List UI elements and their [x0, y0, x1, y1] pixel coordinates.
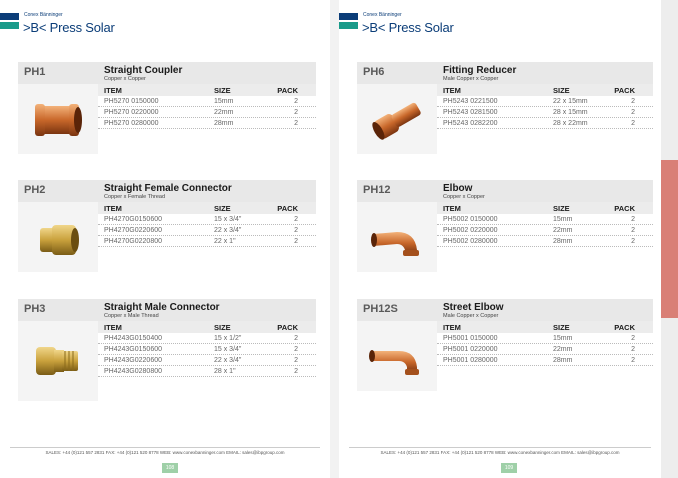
cell-pack: 2 — [294, 357, 298, 364]
table-header — [437, 321, 653, 333]
product-subtitle: Copper x Copper — [443, 194, 485, 200]
cell-pack: 2 — [631, 216, 635, 223]
cell-size: 28mm — [553, 357, 573, 364]
brand-company: Conex Bänninger — [24, 12, 63, 18]
logo-mark-icon — [0, 13, 19, 33]
product-subtitle: Copper x Copper — [104, 76, 146, 82]
header-pack: PACK — [614, 86, 635, 95]
table-header — [437, 202, 653, 214]
product-code: PH12S — [357, 299, 437, 321]
cell-size: 22 x 3/4" — [214, 227, 242, 234]
cell-pack: 2 — [294, 335, 298, 342]
straight-coupler-image — [32, 100, 82, 140]
cell-size: 28mm — [214, 120, 234, 127]
street-elbow-image — [367, 339, 427, 377]
cell-size: 22 x 1" — [214, 238, 236, 245]
page-gutter — [330, 0, 339, 478]
product-ph1 — [18, 62, 316, 154]
cell-pack: 2 — [631, 346, 635, 353]
footer-rule — [10, 447, 320, 448]
header-pack: PACK — [277, 86, 298, 95]
product-code: PH2 — [18, 180, 98, 202]
cell-item: PH5001 0150000 — [443, 335, 498, 342]
table-row — [437, 118, 653, 129]
header-pack: PACK — [614, 323, 635, 332]
product-ph3 — [18, 299, 316, 401]
cell-item: PH4243G0150600 — [104, 346, 162, 353]
product-ph2 — [18, 180, 316, 272]
product-header — [437, 180, 653, 202]
cell-pack: 2 — [294, 216, 298, 223]
cell-size: 28 x 22mm — [553, 120, 588, 127]
cell-item: PH4243G0280800 — [104, 368, 162, 375]
table-row — [98, 96, 316, 107]
cell-pack: 2 — [631, 227, 635, 234]
brand-product-line: >B< Press Solar — [23, 20, 115, 35]
cell-item: PH5002 0150000 — [443, 216, 498, 223]
header-item: ITEM — [104, 323, 122, 332]
product-table — [98, 321, 316, 377]
product-ph12 — [357, 180, 653, 272]
product-name: Straight Female Connector — [104, 183, 232, 194]
cell-pack: 2 — [294, 238, 298, 245]
cell-size: 15mm — [553, 216, 573, 223]
table-header — [98, 321, 316, 333]
cell-size: 22mm — [553, 346, 573, 353]
female-connector-image — [38, 222, 80, 258]
product-table — [437, 321, 653, 366]
table-row — [98, 366, 316, 377]
cell-size: 22 x 3/4" — [214, 357, 242, 364]
product-table — [437, 84, 653, 129]
section-tab[interactable] — [661, 160, 678, 318]
product-table — [98, 84, 316, 129]
logo-mark-icon — [339, 13, 358, 33]
cell-size: 28 x 1" — [214, 368, 236, 375]
product-code: PH12 — [357, 180, 437, 202]
table-row — [437, 96, 653, 107]
header-pack: PACK — [277, 323, 298, 332]
cell-item: PH5243 0281500 — [443, 109, 498, 116]
table-row — [437, 107, 653, 118]
cell-pack: 2 — [294, 227, 298, 234]
cell-item: PH5270 0150000 — [104, 98, 159, 105]
cell-size: 15mm — [214, 98, 234, 105]
product-name: Straight Coupler — [104, 65, 183, 76]
product-name: Street Elbow — [443, 302, 504, 313]
right-page — [339, 0, 661, 478]
cell-size: 15 x 1/2" — [214, 335, 242, 342]
cell-item: PH5243 0282200 — [443, 120, 498, 127]
cell-pack: 2 — [294, 120, 298, 127]
table-header — [437, 84, 653, 96]
product-image-panel — [357, 321, 437, 391]
product-subtitle: Male Copper x Copper — [443, 313, 499, 319]
product-subtitle: Copper x Male Thread — [104, 313, 159, 319]
table-row — [98, 214, 316, 225]
table-row — [437, 355, 653, 366]
page-number: 108 — [162, 463, 178, 473]
product-image-panel — [18, 321, 98, 401]
cell-size: 28mm — [553, 238, 573, 245]
product-header — [437, 62, 653, 84]
table-row — [98, 225, 316, 236]
cell-item: PH4243G0150400 — [104, 335, 162, 342]
page-number: 109 — [501, 463, 517, 473]
table-row — [437, 225, 653, 236]
header-pack: PACK — [277, 204, 298, 213]
product-image-panel — [357, 202, 437, 272]
table-row — [98, 107, 316, 118]
product-name: Straight Male Connector — [104, 302, 220, 313]
cell-item: PH5001 0220000 — [443, 346, 498, 353]
cell-item: PH5243 0221500 — [443, 98, 498, 105]
footer-rule — [349, 447, 651, 448]
product-ph6 — [357, 62, 653, 154]
product-image-panel — [18, 84, 98, 154]
header-size: SIZE — [214, 204, 231, 213]
cell-pack: 2 — [631, 335, 635, 342]
table-header — [98, 84, 316, 96]
cell-item: PH4243G0220600 — [104, 357, 162, 364]
header-size: SIZE — [553, 204, 570, 213]
cell-size: 22 x 15mm — [553, 98, 588, 105]
table-row — [98, 344, 316, 355]
table-row — [437, 344, 653, 355]
table-row — [437, 214, 653, 225]
product-name: Fitting Reducer — [443, 65, 517, 76]
table-row — [98, 333, 316, 344]
product-subtitle: Male Copper x Copper — [443, 76, 499, 82]
cell-pack: 2 — [294, 109, 298, 116]
product-header — [98, 180, 316, 202]
table-row — [437, 333, 653, 344]
cell-item: PH5270 0280000 — [104, 120, 159, 127]
header-item: ITEM — [443, 86, 461, 95]
fitting-reducer-image — [369, 98, 425, 140]
header-size: SIZE — [553, 323, 570, 332]
product-code: PH1 — [18, 62, 98, 84]
cell-size: 22mm — [553, 227, 573, 234]
cell-pack: 2 — [631, 238, 635, 245]
product-subtitle: Copper x Female Thread — [104, 194, 166, 200]
footer-contact: SALES: +44 (0)121 557 2831 FAX: +44 (0)121 520 8778 WEB: www.conexbanninger.com EMAIL: sales@ibpgroup.com — [380, 450, 620, 455]
product-header — [98, 62, 316, 84]
table-row — [98, 236, 316, 247]
product-name: Elbow — [443, 183, 473, 194]
cell-size: 15 x 3/4" — [214, 346, 242, 353]
header-size: SIZE — [214, 323, 231, 332]
header-item: ITEM — [443, 204, 461, 213]
table-row — [437, 236, 653, 247]
header-size: SIZE — [553, 86, 570, 95]
product-table — [437, 202, 653, 247]
product-image-panel — [18, 202, 98, 272]
cell-item: PH5002 0220000 — [443, 227, 498, 234]
cell-item: PH5270 0220000 — [104, 109, 159, 116]
cell-pack: 2 — [294, 368, 298, 375]
brand-product-line: >B< Press Solar — [362, 20, 454, 35]
brand-company: Conex Bänninger — [363, 12, 402, 18]
cell-item: PH5001 0280000 — [443, 357, 498, 364]
cell-size: 22mm — [214, 109, 234, 116]
header-item: ITEM — [104, 204, 122, 213]
cell-pack: 2 — [631, 120, 635, 127]
table-header — [98, 202, 316, 214]
product-code: PH3 — [18, 299, 98, 321]
cell-size: 15 x 3/4" — [214, 216, 242, 223]
elbow-image — [369, 220, 425, 258]
cell-size: 15mm — [553, 335, 573, 342]
cell-size: 28 x 15mm — [553, 109, 588, 116]
cell-pack: 2 — [294, 98, 298, 105]
cell-item: PH4270G0220800 — [104, 238, 162, 245]
product-code: PH6 — [357, 62, 437, 84]
product-ph12s — [357, 299, 653, 391]
cell-item: PH4270G0220600 — [104, 227, 162, 234]
header-item: ITEM — [443, 323, 461, 332]
table-row — [98, 118, 316, 129]
left-page — [0, 0, 330, 478]
table-row — [98, 355, 316, 366]
product-image-panel — [357, 84, 437, 154]
header-size: SIZE — [214, 86, 231, 95]
header-pack: PACK — [614, 204, 635, 213]
header-item: ITEM — [104, 86, 122, 95]
cell-pack: 2 — [631, 357, 635, 364]
cell-pack: 2 — [631, 98, 635, 105]
male-connector-image — [34, 343, 82, 379]
cell-pack: 2 — [631, 109, 635, 116]
footer-contact: SALES: +44 (0)121 557 2831 FAX: +44 (0)121 520 8778 WEB: www.conexbanninger.com EMAIL: sales@ibpgroup.com — [45, 450, 285, 455]
cell-item: PH4270G0150600 — [104, 216, 162, 223]
product-table — [98, 202, 316, 247]
product-header — [437, 299, 653, 321]
cell-item: PH5002 0280000 — [443, 238, 498, 245]
cell-pack: 2 — [294, 346, 298, 353]
product-header — [98, 299, 316, 321]
